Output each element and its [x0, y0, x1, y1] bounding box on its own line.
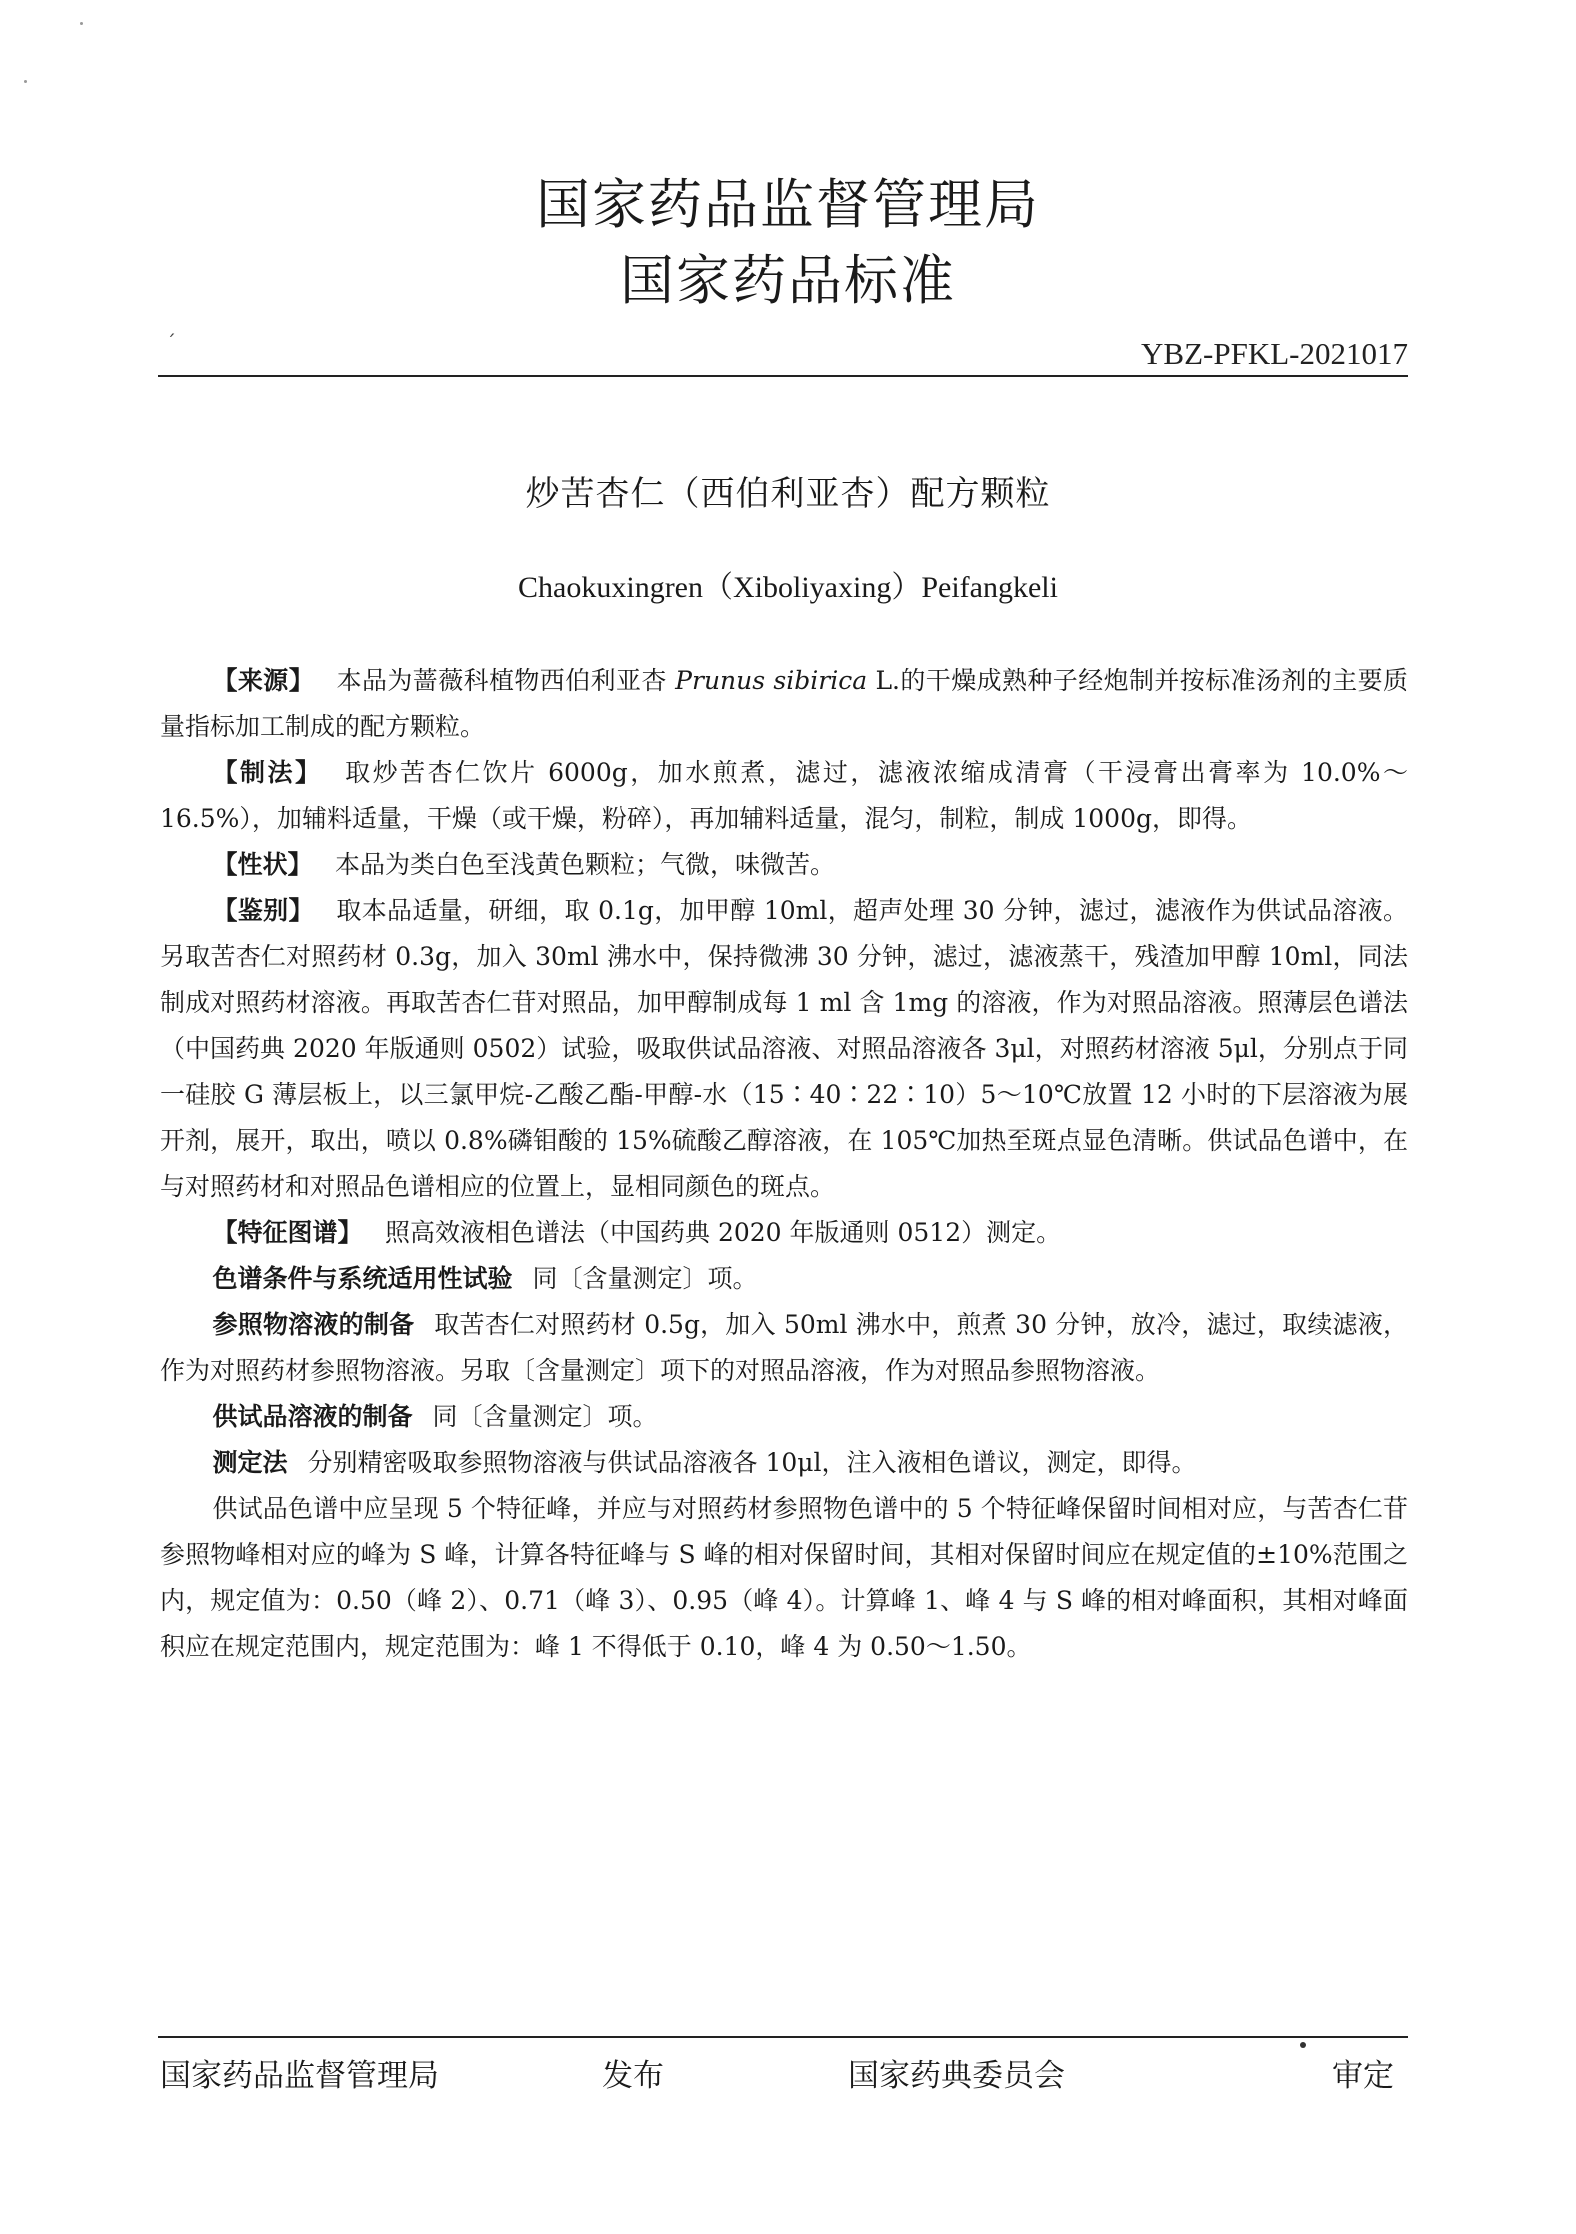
section-description: [160, 842, 1408, 888]
subsection-label: 测定法: [212, 1448, 288, 1477]
section-text: 取苦杏仁对照药材 0.5g，加入 50ml 沸水中，煎煮 30 分钟，放冷，滤过，取续滤液，作为对照药材参照物溶液。另取〔含量测定〕项下的对照品溶液，作为对照品参照物溶液。: [160, 1310, 1408, 1385]
section-identification: [160, 888, 1408, 1210]
section-label: 【制法】: [212, 758, 323, 787]
section-text: 同〔含量测定〕项。: [432, 1402, 658, 1431]
subsection-label: 供试品溶液的制备: [212, 1402, 413, 1431]
subsection-test-prep: [160, 1394, 1408, 1440]
subsection-label: 参照物溶液的制备: [212, 1310, 415, 1339]
section-label: 【特征图谱】: [212, 1218, 363, 1247]
section-label: 【性状】: [212, 850, 313, 879]
section-fingerprint: [160, 1210, 1408, 1256]
section-text: 照高效液相色谱法（中国药典 2020 年版通则 0512）测定。: [385, 1218, 1062, 1247]
standard-number: YBZ-PFKL-2021017: [1141, 336, 1408, 371]
scan-speck: [80, 22, 83, 25]
footer-review-label: 审定: [1332, 2058, 1394, 2094]
subsection-chrom-conditions: [160, 1256, 1408, 1302]
section-text: 分别精密吸取参照物溶液与供试品溶液各 10μl，注入液相色谱议，测定，即得。: [307, 1448, 1197, 1477]
latin-name: Prunus sibirica: [675, 666, 868, 695]
issuing-authority-title: 国家药品监督管理局: [536, 173, 1040, 236]
section-label: 【鉴别】: [212, 896, 314, 925]
section-text: 本品为蔷薇科植物西伯利亚杏: [336, 666, 676, 695]
scan-speck: [24, 80, 27, 83]
footer-issuer: 国家药品监督管理局: [160, 2058, 439, 2094]
subsection-reference-prep: [160, 1302, 1408, 1394]
standard-body: [160, 658, 1408, 1670]
product-name-chinese: 炒苦杏仁（西伯利亚杏）配方颗粒: [525, 474, 1051, 514]
subsection-method: [160, 1440, 1408, 1486]
section-text: 取本品适量，研细，取 0.1g，加甲醇 10ml，超声处理 30 分钟，滤过，滤液作为供试品溶液。另取苦杏仁对照药材 0.3g，加入 30ml 沸水中，保持微沸 30 分钟，滤过，滤液蒸干，残渣加甲醇 10ml，同法制成对照药材溶液。再取苦杏仁苷对照品，加甲醇制成每 1 ml 含 1mg 的溶液，作为对照品溶液。照薄层色谱法（中国药典 2020 年版通则 0502）试验，吸取供试品溶液、对照品溶液各 3μl，对照药材溶液 5μl，分别点于同一硅胶 G 薄层板上，以三氯甲烷-乙酸乙酯-甲醇-水（15∶40∶22∶10）5～10℃放置 12 小时的下层溶液为展开剂，展开，取出，喷以 0.8%磷钼酸的 15%硫酸乙醇溶液，在 105℃加热至斑点显色清晰。供试品色谱中，在与对照药材和对照品色谱相应的位置上，显相同颜色的斑点。: [160, 896, 1408, 1201]
section-source: [160, 658, 1408, 750]
footer-issue-label: 发布: [602, 2058, 664, 2094]
conclusion-paragraph: 供试品色谱中应呈现 5 个特征峰，并应与对照药材参照物色谱中的 5 个特征峰保留时间相对应，与苦杏仁苷参照物峰相对应的峰为 S 峰，计算各特征峰与 S 峰的相对保留时间，其相对保留时间应在规定值的±10%范围之内，规定值为：0.50（峰 2）、0.71（峰 3）、0.95（峰 4）。计算峰 1、峰 4 与 S 峰的相对峰面积，其相对峰面积应在规定范围内，规定范围为：峰 1 不得低于 0.10，峰 4 为 0.50～1.50。: [160, 1494, 1408, 1661]
footer-divider: [158, 2036, 1408, 2038]
section-text: 同〔含量测定〕项。: [532, 1264, 758, 1293]
scan-mark: [1300, 2042, 1306, 2048]
product-name-pinyin: Chaokuxingren（Xiboliyaxing）Peifangkeli: [518, 571, 1058, 604]
section-text: 本品为类白色至浅黄色颗粒；气微，味微苦。: [335, 850, 836, 879]
scan-mark: ˊ: [166, 330, 176, 354]
header-divider: [158, 375, 1408, 377]
subsection-label: 色谱条件与系统适用性试验: [212, 1264, 513, 1293]
section-label: 【来源】: [212, 666, 315, 695]
footer-reviewer: 国家药典委员会: [848, 2058, 1065, 2094]
section-text: L.的干燥成熟种子经炮制并按标准汤剂的主要质量指标加工制成的配方颗粒。: [160, 666, 1409, 741]
standard-type-title: 国家药品标准: [620, 249, 956, 312]
section-text: 取炒苦杏仁饮片 6000g，加水煎煮，滤过，滤液浓缩成清膏（干浸膏出膏率为 10.0%～16.5%），加辅料适量，干燥（或干燥，粉碎），再加辅料适量，混匀，制粒，制成 1000g，即得。: [160, 758, 1408, 833]
section-preparation: [160, 750, 1408, 842]
